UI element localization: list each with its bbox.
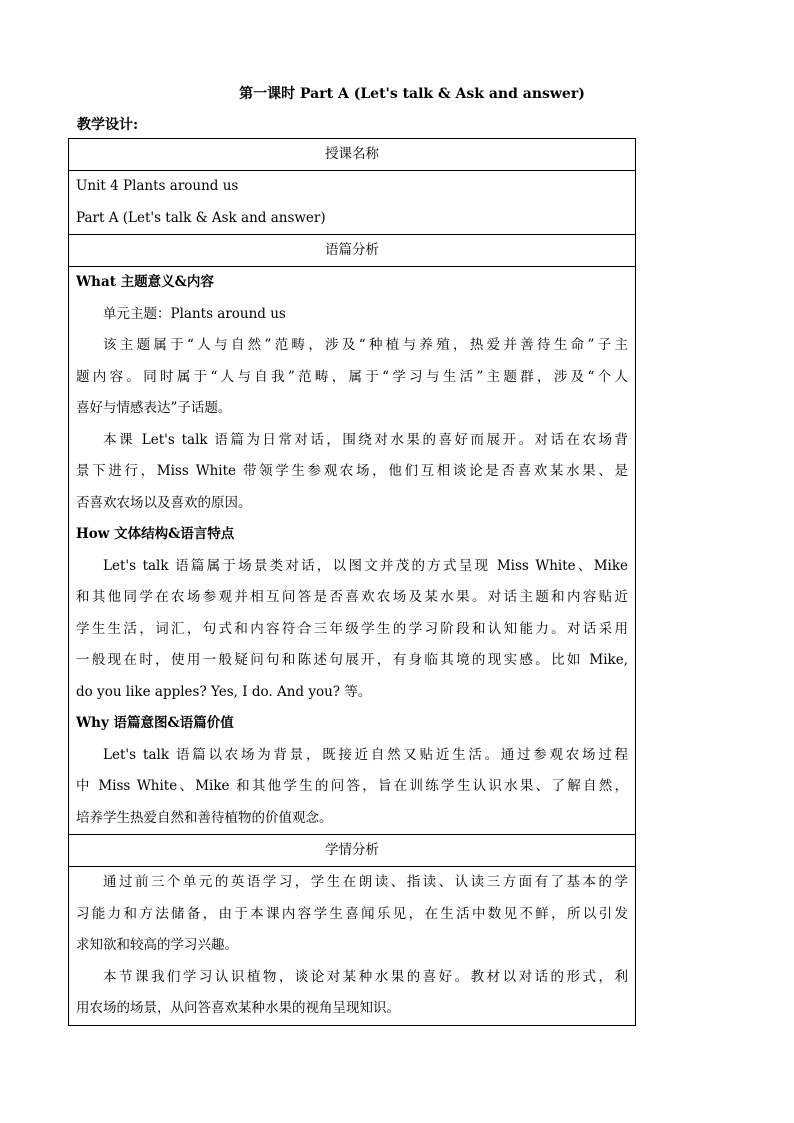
header-student-analysis: 学情分析	[69, 835, 636, 867]
section-label: 教学设计:	[77, 117, 139, 133]
student-line: 用农场的场景，从问答喜欢某种水果的视角呈现知识。	[76, 1000, 400, 1016]
why-line: 中 Miss White、Mike 和其他学生的问答，旨在训练学生认识水果、了解自然，	[76, 778, 628, 794]
document-title: 第一课时 Part A (Let's talk & Ask and answer)	[239, 86, 585, 102]
how-line: 一般现在时，使用一般疑问句和陈述句展开，有身临其境的现实感。比如 Mike,	[76, 652, 628, 668]
how-line: do you like apples? Yes, I do. And you? 等。	[76, 683, 372, 700]
student-analysis-cell	[69, 867, 636, 1026]
what-line: 喜好与情感表达”子话题。	[76, 400, 232, 416]
what-line: 景下进行，Miss White 带领学生参观农场，他们互相谈论是否喜欢某水果、是	[76, 463, 628, 479]
lesson-name-cell	[69, 171, 636, 235]
what-heading: What 主题意义&内容	[76, 274, 214, 290]
lesson-line: Part A (Let's talk & Ask and answer)	[76, 209, 326, 226]
student-line: 习能力和方法储备，由于本课内容学生喜闻乐见，在生活中数见不鲜，所以引发	[76, 905, 628, 922]
what-line: 否喜欢农场以及喜欢的原因。	[76, 494, 252, 511]
text-analysis-cell	[69, 267, 636, 835]
how-line: 和其他同学在农场参观并相互问答是否喜欢农场及某水果。对话主题和内容贴近	[76, 589, 628, 605]
header-lesson-name: 授课名称	[69, 139, 636, 171]
why-line: Let's talk 语篇以农场为背景，既接近自然又贴近生活。通过参观农场过程	[103, 746, 628, 763]
lesson-design-table	[68, 138, 636, 1026]
what-line: 该主题属于“人与自然”范畴，涉及“种植与养殖，热爱并善待生命”子主	[103, 337, 628, 353]
header-text-analysis: 语篇分析	[69, 235, 636, 267]
why-line: 培养学生热爱自然和善待植物的价值观念。	[76, 809, 333, 826]
lesson-line: Unit 4 Plants around us	[76, 178, 239, 194]
why-heading: Why 语篇意图&语篇价值	[76, 715, 234, 731]
student-line: 本节课我们学习认识植物，谈论对某种水果的喜好。教材以对话的形式，利	[103, 968, 628, 985]
what-line: 题内容。同时属于“人与自我”范畴，属于“学习与生活”主题群，涉及“个人	[76, 368, 628, 385]
how-line: Let's talk 语篇属于场景类对话，以图文并茂的方式呈现 Miss White、Mike	[103, 557, 628, 574]
what-line: 本课 Let's talk 语篇为日常对话，围绕对水果的喜好而展开。对话在农场背	[103, 431, 628, 448]
student-line: 通过前三个单元的英语学习，学生在朗读、指读、认读三方面有了基本的学	[103, 874, 628, 890]
how-heading: How 文体结构&语言特点	[76, 526, 235, 542]
how-line: 学生生活，词汇，句式和内容符合三年级学生的学习阶段和认知能力。对话采用	[76, 620, 628, 637]
what-line: 单元主题：Plants around us	[103, 305, 286, 322]
student-line: 求知欲和较高的学习兴趣。	[76, 937, 238, 953]
